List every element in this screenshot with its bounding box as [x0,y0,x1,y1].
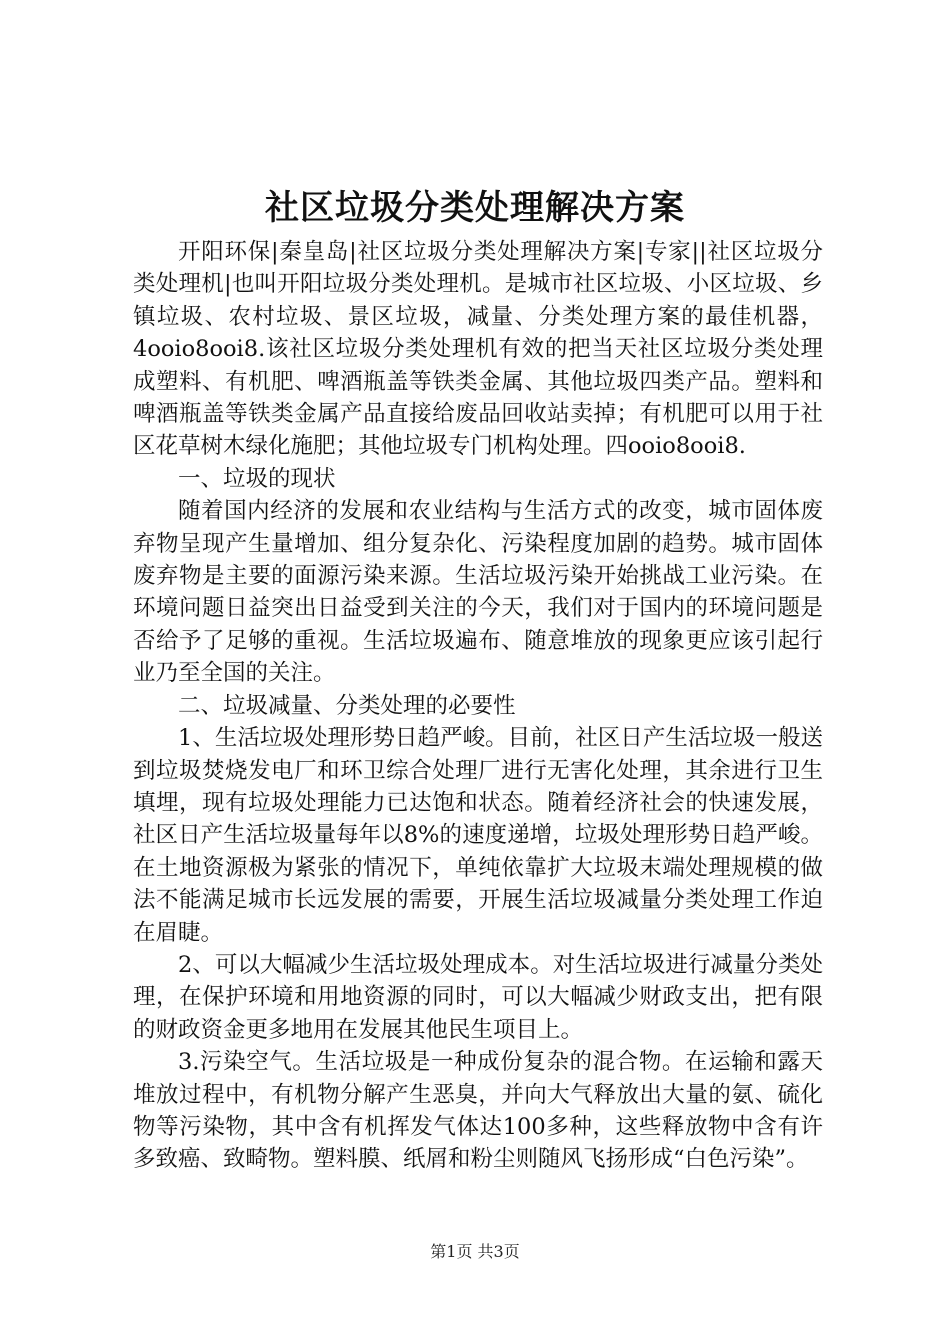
paragraph-point-3: 3.污染空气。生活垃圾是一种成份复杂的混合物。在运输和露天堆放过程中，有机物分解产生恶臭，并向大气释放出大量的氨、硫化物等污染物，其中含有机挥发气体达100多种，这些释放物中含有许多致癌、致畸物。塑料膜、纸屑和粉尘则随风飞扬形成“白色污染”。 [133,1049,823,1173]
document-body [133,236,823,1176]
paragraph-point-2: 2、可以大幅减少生活垃圾处理成本。对生活垃圾进行减量分类处理，在保护环境和用地资源的同时，可以大幅减少财政支出，把有限的财政资金更多地用在发展其他民生项目上。 [133,951,823,1043]
document-title: 社区垃圾分类处理解决方案 [265,188,685,228]
paragraph-status: 随着国内经济的发展和农业结构与生活方式的改变，城市固体废弃物呈现产生量增加、组分复杂化、污染程度加剧的趋势。城市固体废弃物是主要的面源污染来源。生活垃圾污染开始挑战工业污染。在环境问题日益突出日益受到关注的今天，我们对于国内的环境问题是否给予了足够的重视。生活垃圾遍布、随意堆放的现象更应该引起行业乃至全国的关注。 [133,498,823,687]
section-heading-status: 一、垃圾的现状 [178,465,336,492]
section-heading-necessity: 二、垃圾减量、分类处理的必要性 [178,692,516,719]
page-number: 第1页 [430,1242,473,1261]
page-footer [0,1240,950,1264]
page-total: 共3页 [477,1242,520,1261]
paragraph-point-1: 1、生活垃圾处理形势日趋严峻。目前，社区日产生活垃圾一般送到垃圾焚烧发电厂和环卫综合处理厂进行无害化处理，其余进行卫生填埋，现有垃圾处理能力已达饱和状态。随着经济社会的快速发展，社区日产生活垃圾量每年以8%的速度递增，垃圾处理形势日趋严峻。在土地资源极为紧张的情况下，单纯依靠扩大垃圾末端处理规模的做法不能满足城市长远发展的需要，开展生活垃圾减量分类处理工作迫在眉睫。 [133,725,823,946]
paragraph-intro: 开阳环保|秦皇岛|社区垃圾分类处理解决方案|专家||社区垃圾分类处理机|也叫开阳垃圾分类处理机。是城市社区垃圾、小区垃圾、乡镇垃圾、农村垃圾、景区垃圾，减量、分类处理方案的最佳机器，4ooio8ooi8.该社区垃圾分类处理机有效的把当天社区垃圾分类处理成塑料、有机肥、啤酒瓶盖等铁类金属、其他垃圾四类产品。塑料和啤酒瓶盖等铁类金属产品直接给废品回收站卖掉；有机肥可以用于社区花草树木绿化施肥；其他垃圾专门机构处理。四ooio8ooi8. [133,239,823,460]
